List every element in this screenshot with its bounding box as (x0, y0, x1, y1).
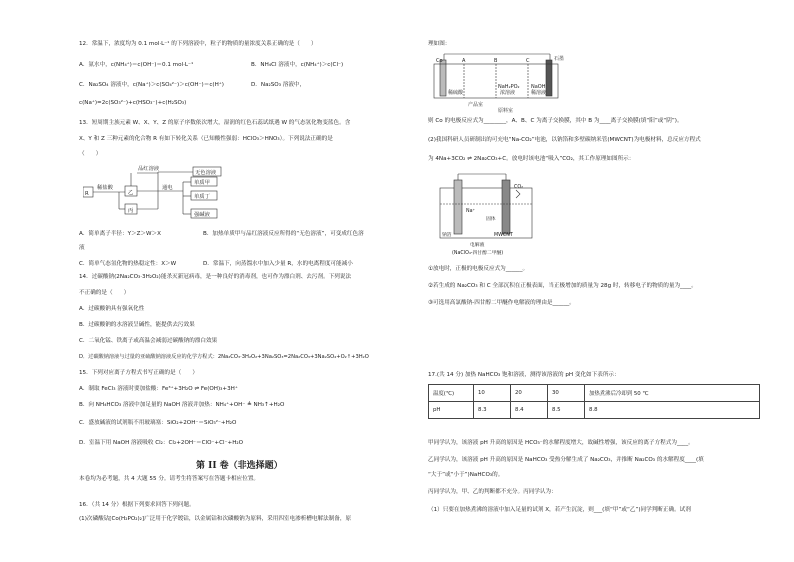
q12-option-d-expr: c(Na⁺)=2c(SO₃²⁻)+c(HSO₃⁻)+c(H₂SO₃) (79, 100, 187, 106)
na-co2-battery-diagram (436, 170, 546, 256)
co-electrode (440, 60, 446, 96)
label-electrolyte: 电解液 (470, 243, 485, 248)
label-co2: CO₂ (514, 185, 524, 190)
q17-bing-view: 丙同学认为，甲、乙的判断都不充分。丙同学认为： (428, 489, 557, 495)
label-dilute-acid: 稀硫酸 (448, 90, 464, 96)
label-jia: 单质甲 (194, 180, 210, 186)
q16-question-2: ②若生成的 Na₂CO₃ 和 C 全部沉积在正极表面，当正极增加的质量为 28g 时，转移电子的物质的量为____。 (428, 283, 697, 289)
label-membrane-b: B (494, 58, 498, 64)
part2-title: 第 II 卷（非选择题） (196, 461, 283, 471)
q14-stem-1: 14．过碳酸钠(2Na₂CO₃·3H₂O₂)能杀灭新冠病毒，是一种良好的消毒剂，也可作为漂白剂、去污剂。下列说法 (79, 274, 352, 280)
q13-option-b-cont: 液 (79, 245, 85, 251)
label-na-ion: Na⁺ (466, 209, 476, 214)
q16-principle-intro: 理如图： (428, 41, 451, 47)
label-graphite: 石墨 (554, 56, 565, 62)
q13-stem-1: 13．短周期主族元素 W、X、Y、Z 的原子序数依次增大，湿润的红色石蕊试纸遇 W 的气态氢化物变蓝色。含 (79, 120, 351, 126)
q16-question-1: ①放电时，正极的电极反应式为______。 (428, 266, 529, 272)
q12-option-b: B．NH₄Cl 溶液中，c(NH₄⁺)＞c(Cl⁻) (251, 62, 344, 68)
table-cell: 8.4 (511, 402, 548, 419)
part2-intro: 本卷均为必考题，共 4 大题 55 分。请考生将答案写在答题卡相应位置。 (79, 476, 260, 482)
q17-jia-view: 甲同学认为，该溶液 pH 升高的原因是 HCO₃⁻的水解程度增大，故碱性增强，该反应的离子方程式为____。 (428, 440, 694, 446)
label-ding: 单质丁 (194, 194, 210, 200)
table-cell: 10 (474, 385, 511, 402)
label-yi: 乙 (128, 190, 134, 196)
table-cell: 温度(℃) (429, 385, 474, 402)
label-naoh: NaOH (531, 84, 546, 90)
label-solid: 固体 (486, 217, 496, 222)
table-cell: 8.5 (548, 402, 585, 419)
label-r: R (85, 191, 89, 197)
label-membrane-a: A (462, 58, 466, 64)
label-bing: 丙 (128, 208, 134, 214)
label-colorless: 无色溶液 (195, 170, 217, 176)
q15-stem: 15．下列对应离子方程式书写正确的是（ ） (79, 370, 198, 376)
label-mwcnt: MWCNT (494, 233, 513, 238)
label-strong-base: 强碱液 (194, 212, 210, 218)
label-nah2po2: NaH₂PO₂ (498, 84, 520, 90)
mwcnt-electrode (502, 180, 510, 234)
label-conc-solution: 浓溶液 (500, 90, 516, 96)
q12-stem: 12．常温下，浓度均为 0.1 mol·L⁻¹ 的下列溶液中，粒子的物质的量浓度关系正确的是（ ） (79, 41, 317, 47)
q16-question-3: ③可选用高氯酸钠-四甘醇二甲醚作电解液的理由是______。 (428, 300, 575, 306)
q16-stem: 16．（共 14 分）根据下列要求回答下列问题。 (79, 502, 195, 508)
q13-option-d: D．常温下，向蒸馏水中加入少量 R，水的电离程度可能减小 (203, 261, 353, 267)
q16-co-electrode-line: 则 Co 的电极反应式为________，A、B、C 为离子交换膜，其中 B 为____离子交换膜(填“阳”或“阴”)。 (428, 118, 683, 124)
label-dilute-solution: 稀溶液 (531, 90, 547, 96)
q12-option-c: C．Na₂SO₄ 溶液中，c(Na⁺)＞c(SO₄²⁻)＞c(OH⁻)＝c(H⁺) (79, 82, 224, 88)
q14-stem-2: 不正确的是（ ） (79, 290, 130, 296)
table-cell: 加热煮沸后冷却到 50 ℃ (585, 385, 760, 402)
graphite-electrode (546, 60, 552, 96)
q13-stem-2: X、Y 和 Z 三种元素的化合物 R 有如下转化关系（已知酸性强弱：HClO₃＞HNO₃）。下列说法正确的是 (79, 136, 333, 142)
q13-stem-3: （ ） (79, 151, 102, 157)
table-cell: 8.8 (585, 402, 760, 419)
q14-option-c: C．二氧化锰、铁离子或高温会减弱过碳酸钠的漂白效果 (79, 338, 218, 344)
table-cell: 30 (548, 385, 585, 402)
q13-option-a: A．简单离子半径：Y＞Z＞W＞X (79, 231, 161, 237)
table-cell: pH (429, 402, 474, 419)
q14-option-b: B．过碳酸钠的水溶液呈碱性，能提供去污效果 (79, 322, 195, 328)
q16-part2-line1: (2)我国科研人员研制出的可充电“Na-CO₂”电池，以钠箔和多壁碳纳米管(MWCNT)为电极材料，总反应方程式 (428, 137, 701, 143)
q12-option-d: D．Na₂SO₃ 溶液中， (251, 82, 306, 88)
q13-option-b: B．加热单质甲与品红溶液反应所得的“无色溶液”，可变成红色溶 (203, 231, 364, 237)
q15-option-c: C．盛放碱液的试剂瓶不用玻璃塞：SiO₂+2OH⁻＝SiO₃²⁻+H₂O (79, 420, 237, 426)
q15-option-b: B．向 NH₄HCO₃ 溶液中加足量的 NaOH 溶液并加热：NH₄⁺+OH⁻ ≜ NH₃↑+H₂O (79, 402, 285, 408)
q12-option-a: A．氨水中，c(NH₄⁺)＝c(OH⁻)＝0.1 mol·L⁻¹ (79, 62, 194, 68)
table-cell: 8.3 (474, 402, 511, 419)
label-electrolyte-detail: (NaClO₄-四甘醇二甲醚) (452, 251, 504, 256)
q14-option-a: A．过碳酸钠具有强氧化性 (79, 306, 145, 312)
q16-sub1: (1)次磷酸钴[Co(H₂PO₂)₂]广泛用于化学镀钴，以金属钴和次磷酸钠为原料，采用四室电渗析槽电解法制备，原 (79, 516, 352, 522)
label-membrane-c: C (526, 58, 530, 64)
label-raw-room: 原料室 (498, 108, 514, 114)
table-row (429, 385, 760, 402)
q17-yi-view-1: 乙同学认为，该溶液 pH 升高的原因是 NaHCO₃ 受热分解生成了 Na₂CO₃，并推断 Na₂CO₃ 的水解程度____(填 (428, 457, 704, 463)
ph-table (428, 384, 760, 419)
q17-yi-view-2: “大于”或“小于”)NaHCO₃的。 (428, 472, 504, 478)
q14-option-d: D．过碳酸钠溶液与过量的亚硫酸钠溶液反应的化学方程式：2Na₂CO₃·3H₂O₂+3Na₂SO₃=2Na₂CO₃+3Na₂SO₄+O₂↑+3H₂O (79, 354, 369, 360)
q13-option-c: C．简单气态氢化物的热稳定性：X＞W (79, 261, 177, 267)
label-dilute-acid: 稀盐酸 (97, 185, 113, 191)
label-tongdian: 通电 (162, 185, 173, 191)
table-cell: 20 (511, 385, 548, 402)
electrodialysis-cell-diagram (430, 52, 570, 114)
q15-option-a: A．制取 FeCl₃ 溶液时要加盐酸：Fe³⁺+3H₂O ⇌ Fe(OH)₃+3H⁺ (79, 386, 238, 392)
table-row (429, 402, 760, 419)
sodium-foil-electrode (454, 180, 462, 234)
q17-bing-part-1: （1）只要在加热煮沸的溶液中加入足量的试剂 X，若产生沉淀，则___(填“甲”或“乙”)同学判断正确。试剂 (428, 507, 691, 513)
label-pinhong: 品红溶液 (138, 166, 160, 172)
label-product-room: 产品室 (468, 102, 484, 108)
reaction-scheme-diagram (83, 164, 233, 228)
label-co: Co (436, 58, 443, 64)
q17-stem: 17.(共 14 分) 加热 NaHCO₃ 饱和溶液，测得该溶液的 pH 变化如下表所示： (428, 372, 620, 378)
q15-option-d: D．室温下用 NaOH 溶液吸收 Cl₂：Cl₂+2OH⁻＝ClO⁻+Cl⁻+H₂O (79, 440, 244, 446)
label-sodium-foil: 钠箔 (442, 233, 452, 238)
q16-part2-line2: 为 4Na+3CO₂ ⇌ 2Na₂CO₃+C。放电时该电池“吸入”CO₂，其工作原理如图所示： (428, 156, 635, 162)
